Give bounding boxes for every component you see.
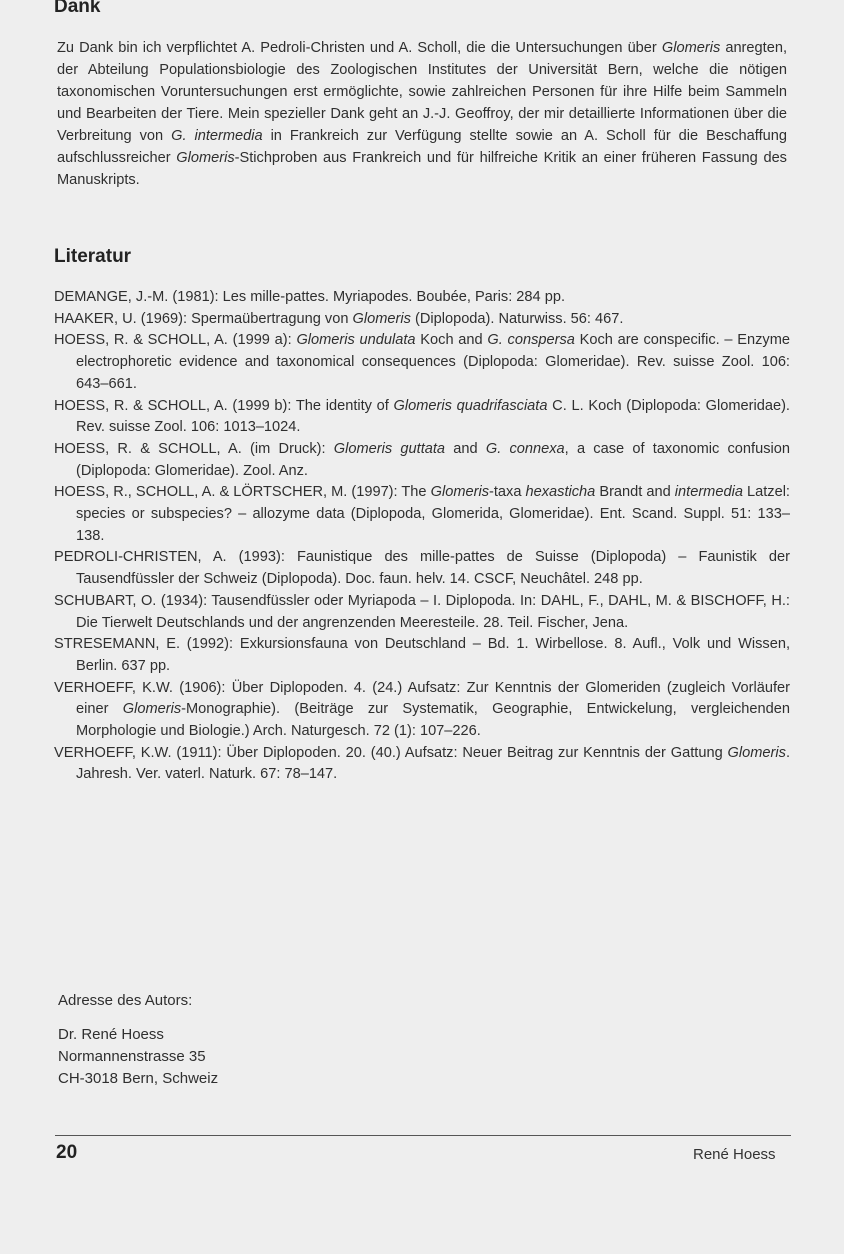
text-run: -taxa <box>489 484 526 501</box>
reference-item <box>54 287 790 309</box>
reference-item <box>54 547 790 590</box>
running-footer-author: René Hoess <box>693 1146 776 1163</box>
italic-term: G. intermedia <box>171 128 263 144</box>
italic-term: G. conspersa <box>487 332 575 349</box>
text-run: DEMANGE, J.-M. (1981): Les mille-pattes. Myriapodes. Boubée, Paris: 284 pp. <box>54 289 565 305</box>
text-run: PEDROLI-CHRISTEN, A. (1993): Faunistique des mille-pattes de Suisse (Diplopoda) – Faunistik der Tausendfüssler der Schweiz (Diplopoda). Doc. faun. helv. 14. CSCF, Neuchâtel. 248 pp. <box>54 549 790 588</box>
footer-divider <box>55 1135 791 1136</box>
italic-term: Glomeris undulata <box>296 332 416 349</box>
italic-term: intermedia <box>674 484 743 501</box>
text-run: and <box>445 440 486 457</box>
italic-term: Glomeris <box>661 40 721 56</box>
text-run: in Frankreich zur Verfügung stellte sowie an A. Scholl für die Beschaffung aufschlussreicher <box>57 128 787 166</box>
italic-term: Glomeris <box>176 150 235 166</box>
italic-term: Glomeris guttata <box>333 440 446 457</box>
text-run: STRESEMANN, E. (1992): Exkursionsfauna von Deutschland – Bd. 1. Wirbellose. 8. Aufl., Volk und Wissen, Berlin. 637 pp. <box>54 636 790 674</box>
author-address <box>58 990 218 1090</box>
italic-term: Glomeris quadrifasciata <box>393 397 548 414</box>
text-run: C. L. Koch (Diplopoda: Glomeridae). Rev. suisse Zool. 106: 1013–1024. <box>76 397 790 436</box>
text-run: Brandt and <box>595 484 675 501</box>
text-run: Koch are conspecific. – Enzyme electrophoretic evidence and taxonomical consequences (Diplopoda: Glomeridae). Rev. suisse Zool. 106: 643–661. <box>76 332 790 392</box>
text-run: HOESS, R. & SCHOLL, A. (1999 b): The identity of <box>54 397 394 414</box>
section-heading-dank: Dank <box>54 0 101 17</box>
italic-term: Glomeris <box>122 701 182 718</box>
address-label: Adresse des Autors: <box>58 992 193 1009</box>
text-run: HOESS, R. & SCHOLL, A. (im Druck): <box>54 440 334 457</box>
text-run: HAAKER, U. (1969): Spermaübertragung von <box>54 310 353 327</box>
reference-item <box>54 678 790 743</box>
text-run: Koch and <box>415 332 488 349</box>
address-street: Normannenstrasse 35 <box>58 1048 206 1065</box>
text-run: (Diplopoda). Naturwiss. 56: 467. <box>410 310 624 327</box>
page-number: 20 <box>56 1142 78 1163</box>
text-run: SCHUBART, O. (1934): Tausendfüssler oder Myriapoda – I. Diplopoda. In: DAHL, F., DAHL, M. & BISCHOFF, H.: Die Tierwelt Deutschlands und der angrenzenden Meeresteile. 28. Teil. Fischer, Jena. <box>54 592 790 631</box>
reference-list <box>54 287 790 786</box>
italic-term: G. connexa <box>485 440 565 457</box>
reference-item <box>54 743 790 786</box>
text-run: VERHOEFF, K.W. (1911): Über Diplopoden. 20. (40.) Aufsatz: Neuer Beitrag zur Kenntnis der Gattung <box>54 744 728 761</box>
text-run: . Jahresh. Ver. vaterl. Naturk. 67: 78–147. <box>76 744 790 783</box>
reference-item <box>54 330 790 395</box>
reference-item <box>54 591 790 634</box>
text-run: Latzel: species or subspecies? – allozyme data (Diplopoda, Glomerida, Glomeridae). Ent. Scand. Suppl. 51: 133–138. <box>76 484 790 544</box>
text-run: HOESS, R. & SCHOLL, A. (1999 a): <box>54 332 297 349</box>
italic-term: Glomeris <box>430 484 489 501</box>
text-run: HOESS, R., SCHOLL, A. & LÖRTSCHER, M. (1997): The <box>54 484 431 501</box>
reference-item <box>54 439 790 482</box>
section-heading-literatur: Literatur <box>54 246 132 267</box>
reference-item <box>54 309 790 331</box>
reference-item <box>54 634 790 677</box>
italic-term: Glomeris <box>727 744 786 761</box>
text-run: anregten, der Abteilung Populationsbiologie des Zoologischen Institutes der Universität Bern, welche die nötigen taxonomischen Voruntersuchungen erst ermöglichte, sowie zahlreichen Personen für ihre Hilfe beim Sammeln und Bearbeiten der Tiere. Mein spezieller Dank geht an J.-J. Geoffroy, der mir detaillierte Informationen über die Verbreitung von <box>57 40 787 144</box>
italic-term: Glomeris <box>352 310 411 327</box>
italic-term: hexasticha <box>525 484 596 501</box>
text-run: , a case of taxonomic confusion (Diplopoda: Glomeridae). Zool. Anz. <box>76 440 790 479</box>
author-name: Dr. René Hoess <box>58 1026 164 1043</box>
reference-item <box>54 482 790 547</box>
text-run: Zu Dank bin ich verpflichtet A. Pedroli-Christen und A. Scholl, die die Untersuchungen über <box>57 40 662 56</box>
reference-item <box>54 396 790 439</box>
acknowledgement-paragraph <box>57 37 787 191</box>
text-run: -Monographie). (Beiträge zur Systematik, Geographie, Entwickelung, vergleichenden Morphologie und Biologie.) Arch. Naturgesch. 72 (1): 107–226. <box>76 701 790 740</box>
address-city: CH-3018 Bern, Schweiz <box>58 1070 219 1087</box>
text-run: VERHOEFF, K.W. (1906): Über Diplopoden. 4. (24.) Aufsatz: Zur Kenntnis der Glomeriden (zugleich Vorläufer einer <box>54 679 790 718</box>
text-run: -Stichproben aus Frankreich und für hilfreiche Kritik an einer früheren Fassung des Manuskripts. <box>57 150 787 188</box>
